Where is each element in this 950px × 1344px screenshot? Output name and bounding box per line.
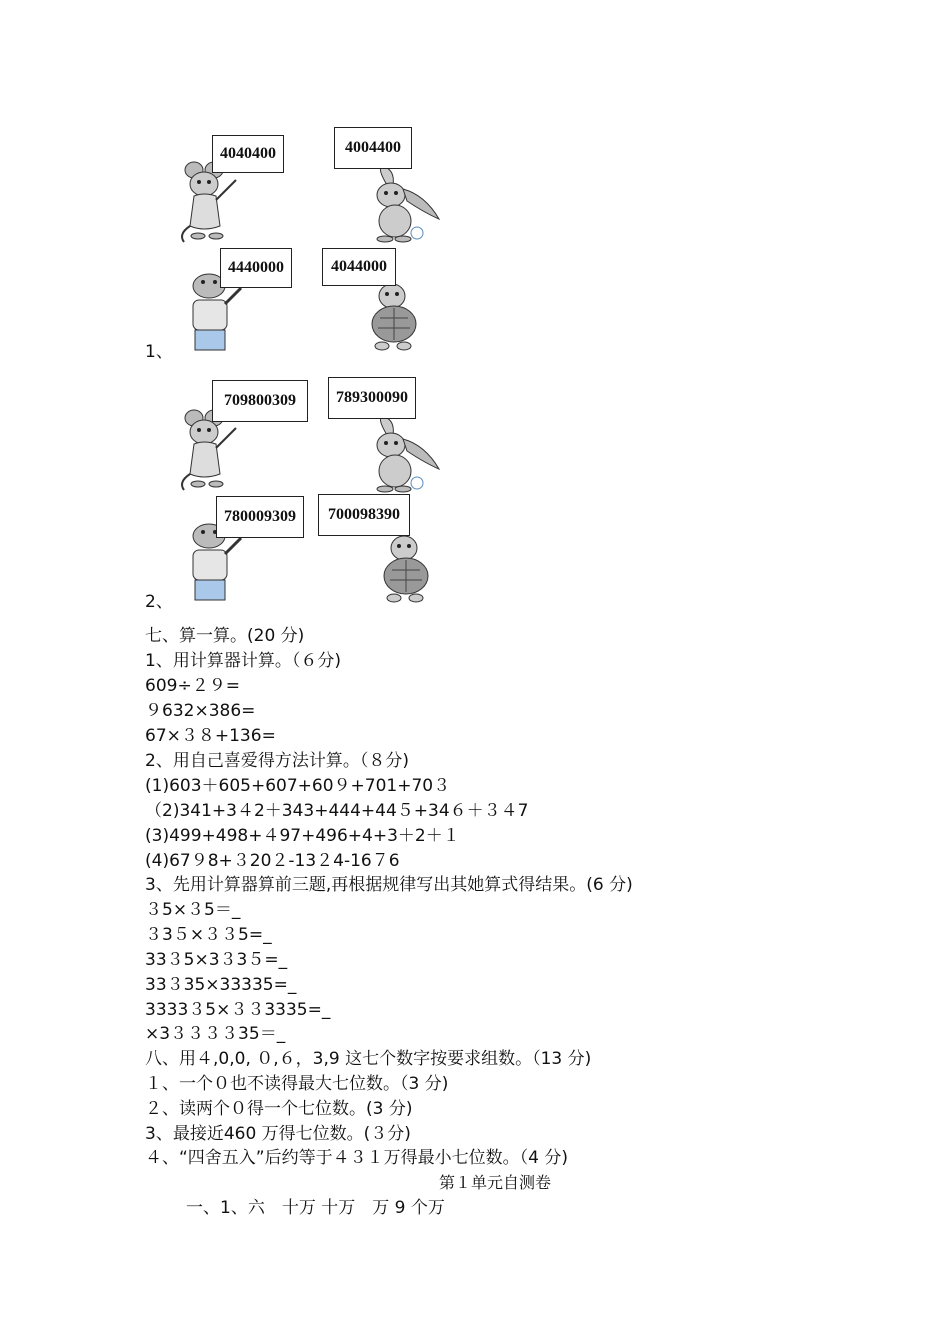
question-line: １、一个０也不读得最大七位数。（3 分) <box>145 1074 449 1094</box>
group-label: 2、 <box>145 592 173 612</box>
number-sign: 4004400 <box>334 127 412 169</box>
number-sign: 700098390 <box>318 494 410 536</box>
rabbit-icon <box>355 415 445 495</box>
turtle-icon <box>372 532 442 604</box>
number-sign: 4044000 <box>322 248 396 286</box>
question-line: 609÷２９= <box>145 676 240 696</box>
question-line: 2、用自己喜爱得方法计算。（８分) <box>145 751 409 771</box>
question-line: 33３35×33335=_ <box>145 975 297 995</box>
number-sign: 789300090 <box>328 377 416 419</box>
section-heading: 八、用４,0,0, ０,６，3,9 这七个数字按要求组数。（13 分) <box>145 1049 592 1069</box>
question-line: ４、“四舍五入”后约等于４３１万得最小七位数。（4 分) <box>145 1148 568 1168</box>
answer-line: 一、1、六 十万 十万 万 9 个万 <box>186 1198 445 1218</box>
question-line: 33３5×3３3５=_ <box>145 950 288 970</box>
question-line: 3、先用计算器算前三题,再根据规律写出其她算式得结果。(6 分) <box>145 875 633 895</box>
question-line: 3、最接近460 万得七位数。(３分) <box>145 1124 411 1144</box>
rabbit-icon <box>355 165 445 245</box>
group-label: 1、 <box>145 342 173 362</box>
question-line: 67×３８+136= <box>145 726 276 746</box>
section-heading: 七、算一算。(20 分) <box>145 626 305 646</box>
number-sign: 4440000 <box>220 248 292 288</box>
question-line: (1)603＋605+607+60９+701+70３ <box>145 776 451 796</box>
turtle-icon <box>360 280 430 352</box>
question-line: （2)341+3４2＋343+444+44５+34６＋３４7 <box>145 801 529 821</box>
answer-title: 第１单元自测卷 <box>438 1173 551 1192</box>
question-line: (4)67９8+３20２-13２4-16７6 <box>145 851 400 871</box>
question-line: ３5×３5＝_ <box>145 900 241 920</box>
question-line: ９632×386= <box>145 701 256 721</box>
number-sign: 709800309 <box>212 380 308 422</box>
question-line: 1、用计算器计算。（６分) <box>145 651 341 671</box>
question-line: ３3５×３３5=_ <box>145 925 272 945</box>
number-sign: 4040400 <box>212 135 284 173</box>
number-sign: 780009309 <box>216 496 304 538</box>
question-line: ×3３３３３35＝_ <box>145 1024 286 1044</box>
question-line: 3333３5×３３3335=_ <box>145 1000 331 1020</box>
question-line: ２、读两个０得一个七位数。(3 分) <box>145 1099 413 1119</box>
question-line: (3)499+498+４97+496+4+3＋2＋１ <box>145 826 460 846</box>
